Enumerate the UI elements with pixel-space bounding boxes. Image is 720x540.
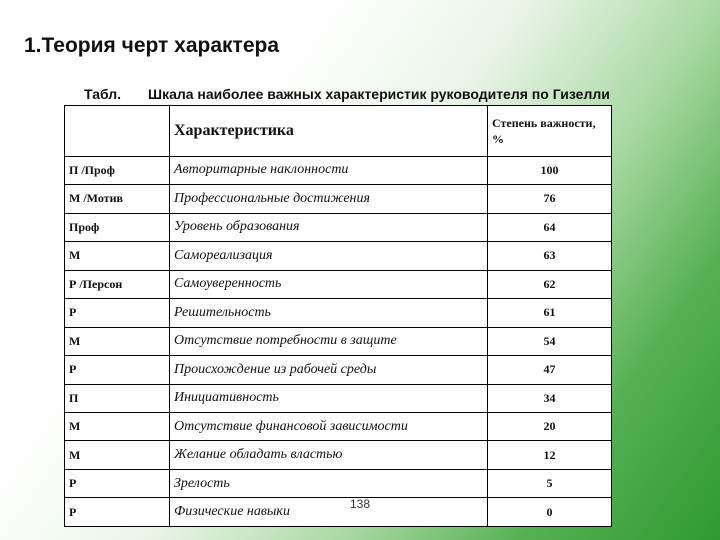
header-code — [65, 106, 170, 157]
row-value: 62 — [488, 270, 612, 298]
row-code: М — [65, 441, 170, 469]
row-value: 63 — [488, 242, 612, 270]
row-value: 64 — [488, 213, 612, 241]
table-row — [65, 156, 612, 184]
row-value: 12 — [488, 441, 612, 469]
table-header-row — [65, 106, 612, 157]
row-code: М /Мотив — [65, 185, 170, 213]
row-characteristic: Самоуверенность — [170, 270, 488, 298]
row-code: П /Проф — [65, 156, 170, 184]
table-row — [65, 413, 612, 441]
row-code: Р /Персон — [65, 270, 170, 298]
table-row — [65, 299, 612, 327]
row-characteristic: Физические навыки — [170, 498, 488, 527]
table-row — [65, 498, 612, 527]
row-value: 100 — [488, 156, 612, 184]
row-code: Р — [65, 469, 170, 497]
row-code: Р — [65, 498, 170, 527]
caption-text: Шкала наиболее важных характеристик руководителя по Гизелли — [148, 86, 610, 102]
table-row — [65, 242, 612, 270]
row-characteristic: Желание обладать властью — [170, 441, 488, 469]
table-caption — [84, 86, 610, 102]
row-value: 61 — [488, 299, 612, 327]
table-row — [65, 441, 612, 469]
row-value: 0 — [488, 498, 612, 527]
page-number: 138 — [350, 497, 371, 511]
row-value: 47 — [488, 356, 612, 384]
header-degree: Степень важности, % — [488, 106, 612, 157]
row-characteristic: Профессиональные достижения — [170, 185, 488, 213]
table-row — [65, 469, 612, 497]
row-value: 5 — [488, 469, 612, 497]
row-characteristic: Отсутствие потребности в защите — [170, 327, 488, 355]
row-value: 54 — [488, 327, 612, 355]
table-row — [65, 213, 612, 241]
row-characteristic: Уровень образования — [170, 213, 488, 241]
row-characteristic: Авторитарные наклонности — [170, 156, 488, 184]
row-value: 76 — [488, 185, 612, 213]
row-code: Проф — [65, 213, 170, 241]
table-row — [65, 356, 612, 384]
row-value: 34 — [488, 384, 612, 412]
row-characteristic: Происхождение из рабочей среды — [170, 356, 488, 384]
table-row — [65, 327, 612, 355]
row-characteristic: Отсутствие финансовой зависимости — [170, 413, 488, 441]
row-code: М — [65, 242, 170, 270]
row-code: Р — [65, 299, 170, 327]
characteristics-table — [64, 105, 612, 527]
row-characteristic: Инициативность — [170, 384, 488, 412]
row-code: М — [65, 413, 170, 441]
header-characteristic: Характеристика — [170, 106, 488, 157]
row-value: 20 — [488, 413, 612, 441]
table-row — [65, 270, 612, 298]
table-row — [65, 185, 612, 213]
row-code: Р — [65, 356, 170, 384]
row-characteristic: Самореализация — [170, 242, 488, 270]
table-row — [65, 384, 612, 412]
row-code: П — [65, 384, 170, 412]
row-characteristic: Решительность — [170, 299, 488, 327]
row-code: М — [65, 327, 170, 355]
row-characteristic: Зрелость — [170, 469, 488, 497]
slide-title: 1.Теория черт характера — [24, 34, 280, 57]
caption-label: Табл. — [84, 86, 122, 102]
